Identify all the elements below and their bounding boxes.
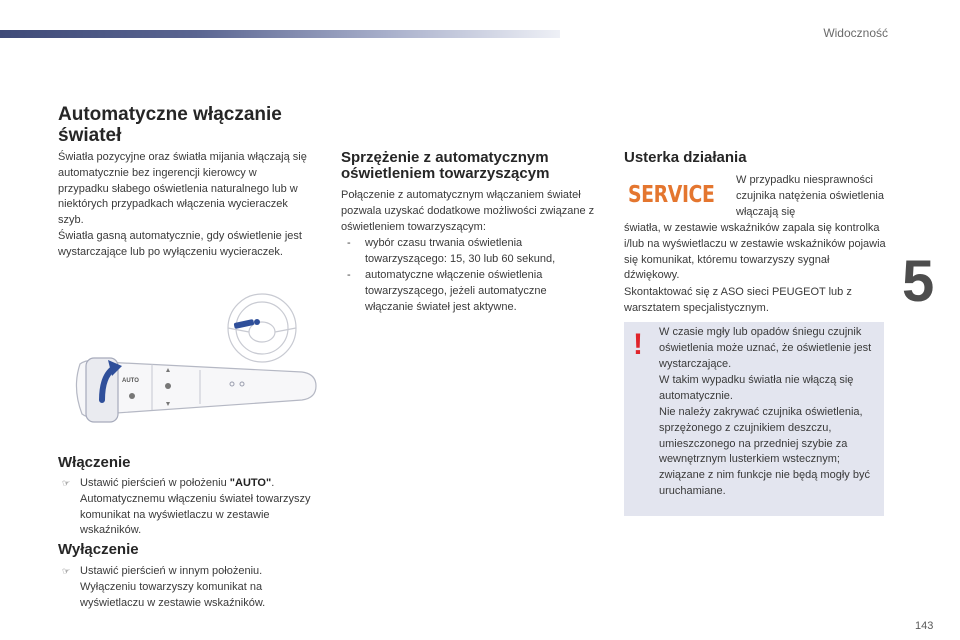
switch-on-bullet [62, 476, 312, 539]
auto-lights-para-1: Światła pozycyjne oraz światła mijania włączają się automatycznie bez ingerencji kierowcy w przypadku słabego oświetlenia naturalnego lub w niektórych przypadkach włączenia wycieraczek szyb. [58, 151, 307, 227]
switch-off-heading: Wyłączenie [58, 541, 139, 558]
switch-on-heading: Włączenie [58, 454, 131, 471]
section-title: Widoczność [823, 26, 888, 40]
auto-position-label: "AUTO" [229, 477, 272, 489]
coupling-item-2-text: automatyczne włączenie oświetlenia towarzyszącego, jeżeli automatyczne włączanie świateł jest aktywne. [365, 269, 547, 313]
malfunction-heading: Usterka działania [624, 149, 747, 166]
malfunction-para-part2: światła, w zestawie wskaźników zapala się kontrolka i/lub na wyświetlaczu w zestawie wskaźników pojawia się komunikat, któremu towarzyszy sygnał dźwiękowy. [624, 222, 886, 282]
warning-exclamation-icon: ! [633, 328, 643, 361]
switch-off-bullet [62, 564, 312, 611]
coupling-intro: Połączenie z automatycznym włączaniem świateł pozwala uzyskać dodatkowe możliwości związane z oświetleniem towarzyszącym: [341, 189, 595, 233]
coupling-item-1-text: wybór czasu trwania oświetlenia towarzyszącego: 15, 30 lub 60 sekund, [365, 237, 556, 265]
warning-para-2: W takim wypadku światła nie włączą się automatycznie. [659, 374, 854, 402]
bullet-arrow-icon: ☞ [62, 478, 71, 488]
light-stalk-illustration [62, 288, 322, 450]
coupling-heading: Sprzężenie z automatycznym oświetleniem towarzyszącym [341, 149, 550, 182]
page-number: 143 [915, 620, 934, 632]
header-accent-bar [0, 30, 560, 38]
switch-on-text-pre: Ustawić pierścień w położeniu [80, 477, 230, 489]
service-warning-icon: SERVICE [628, 182, 715, 208]
chapter-number: 5 [902, 249, 935, 314]
switch-off-text: Ustawić pierścień w innym położeniu. Wyłączeniu towarzyszy komunikat na wyświetlaczu w zestawie wskaźników. [80, 565, 266, 609]
warning-para-3: Nie należy zakrywać czujnika oświetlenia, sprzężonego z czujnikiem deszczu, umieszczonego na przedniej szybie za wewnętrznym lusterkiem wstecznym; związane z nim funkcje nie będą mogły być uruchamiane. [659, 406, 870, 497]
auto-lights-heading: Automatyczne włączanie świateł [58, 104, 282, 146]
coupling-item-2: - automatyczne włączenie oświetlenia towarzyszącego, jeżeli automatyczne włączanie świateł jest aktywne. [347, 269, 547, 313]
coupling-item-1: - wybór czasu trwania oświetlenia towarzyszącego: 15, 30 lub 60 sekund, [347, 237, 556, 265]
bullet-arrow-icon: ☞ [62, 566, 71, 576]
switch-on-text-post: . Automatycznemu włączeniu świateł towarzyszy komunikat na wyświetlaczu w zestawie wskaźników. [80, 477, 311, 537]
auto-lights-para-2: Światła gasną automatycznie, gdy oświetlenie jest wystarczające lub po wyłączeniu wycieraczek. [58, 230, 302, 258]
malfunction-para-part1: W przypadku niesprawności czujnika natężenia oświetlenia włączają się [736, 174, 884, 218]
stalk-auto-label: AUTO [122, 378, 139, 384]
warning-para-1: W czasie mgły lub opadów śniegu czujnik oświetlenia może uznać, że oświetlenie jest wystarczające. [659, 326, 872, 370]
malfunction-para-part3: Skontaktować się z ASO sieci PEUGEOT lub z warsztatem specjalistycznym. [624, 286, 852, 314]
